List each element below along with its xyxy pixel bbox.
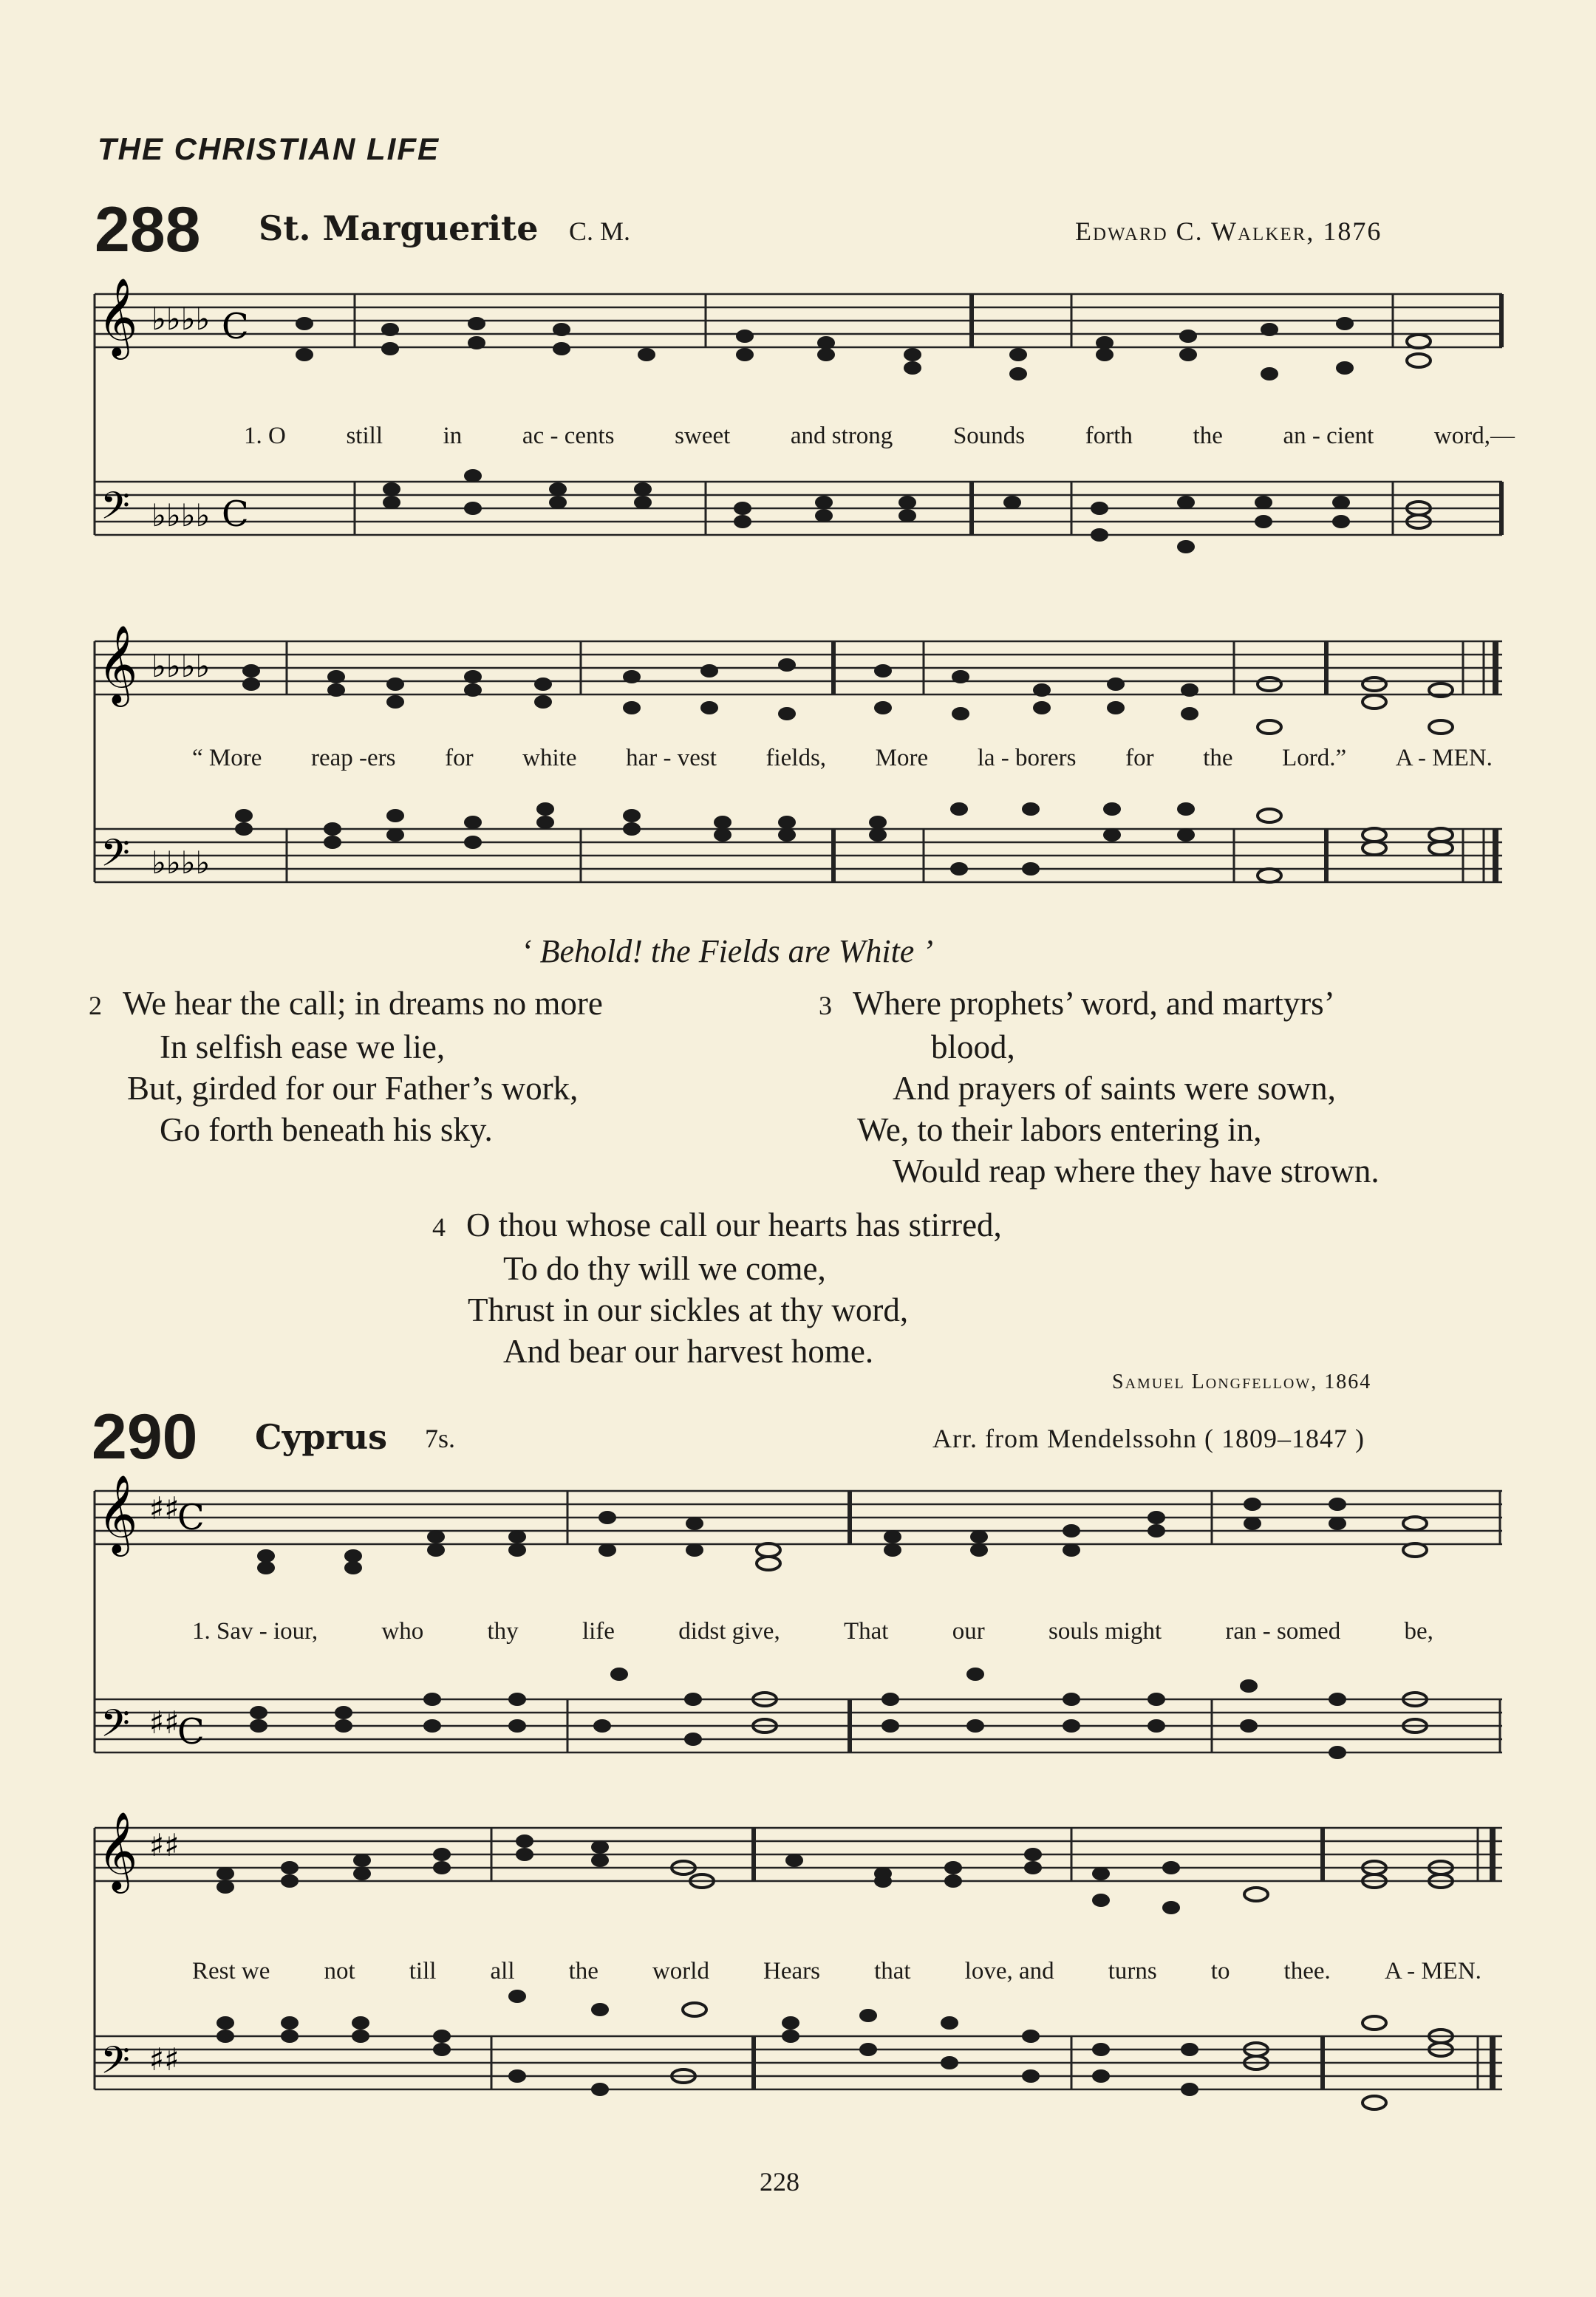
- lyric: sweet: [675, 423, 731, 449]
- svg-text:C: C: [177, 1497, 205, 1538]
- lyric: white: [522, 745, 577, 771]
- page-number: 228: [760, 2167, 799, 2197]
- hymn-caption: ‘ Behold! the Fields are White ’: [521, 933, 933, 969]
- lyric: world: [652, 1958, 709, 1984]
- svg-text:C: C: [222, 494, 249, 535]
- tune-name-288: St. Marguerite: [259, 208, 539, 248]
- svg-text:♭♭♭♭: ♭♭♭♭: [151, 648, 211, 684]
- stanza-line: And prayers of saints were sown,: [893, 1070, 1336, 1107]
- lyric: who: [381, 1618, 424, 1645]
- lyric: in: [443, 423, 463, 449]
- lyric: A - MEN.: [1384, 1958, 1481, 1984]
- lyric: That: [843, 1618, 889, 1645]
- stanza-line: blood,: [931, 1028, 1015, 1065]
- lyric: still: [346, 423, 383, 449]
- stanza-2: [89, 983, 603, 1150]
- lyric: be,: [1404, 1618, 1433, 1645]
- lyric: that: [874, 1958, 911, 1984]
- stanza-line: We hear the call; in dreams no more: [123, 985, 603, 1022]
- composer-290: Arr. from Mendelssohn ( 1809–1847 ): [932, 1424, 1365, 1453]
- lyric: for: [445, 745, 474, 771]
- stanza-line: Go forth beneath his sky.: [160, 1111, 493, 1148]
- hymn-author: Samuel Longfellow, 1864: [1112, 1371, 1372, 1393]
- lyric: till: [409, 1958, 437, 1984]
- treble-clef-icon: 𝄞: [98, 277, 138, 356]
- lyric: the: [568, 1958, 598, 1984]
- lyric: reap -ers: [310, 745, 396, 771]
- lyric: “ More: [192, 745, 262, 771]
- meter-290: 7s.: [425, 1424, 456, 1453]
- lyric: Sounds: [952, 423, 1026, 449]
- stanza-line: In selfish ease we lie,: [160, 1028, 446, 1065]
- stanza-3: [819, 983, 1380, 1192]
- lyric: More: [875, 745, 929, 771]
- svg-text:♯♯: ♯♯: [149, 1490, 180, 1526]
- lyric: all: [490, 1958, 515, 1984]
- svg-text:♭♭♭♭: ♭♭♭♭: [151, 301, 211, 337]
- lyric: thee.: [1283, 1958, 1331, 1984]
- stanza-number: 2: [89, 991, 102, 1020]
- svg-text:♯♯: ♯♯: [149, 1827, 180, 1863]
- 288-system-1: [95, 277, 1502, 553]
- lyric: love, and: [964, 1958, 1054, 1984]
- lyric: 1. Sav - iour,: [192, 1618, 318, 1645]
- lyric: Hears: [763, 1958, 821, 1984]
- lyric: turns: [1108, 1958, 1157, 1984]
- lyric: to: [1210, 1958, 1230, 1984]
- lyric: life: [582, 1618, 615, 1645]
- lyric: ac - cents: [522, 423, 615, 449]
- lyric: not: [324, 1958, 355, 1984]
- lyric: A - MEN.: [1395, 745, 1493, 771]
- stanza-line: But, girded for our Father’s work,: [127, 1070, 579, 1107]
- 290-system-1: [95, 1474, 1502, 1759]
- lyric: and strong: [790, 423, 893, 449]
- lyric: souls might: [1048, 1618, 1162, 1645]
- lyric: la - borers: [977, 745, 1077, 771]
- meter-288: C. M.: [569, 216, 631, 246]
- lyric: didst give,: [678, 1618, 780, 1645]
- svg-text:♭♭♭♭: ♭♭♭♭: [151, 844, 211, 881]
- treble-clef-icon: 𝄞: [98, 1474, 138, 1553]
- hymn-number-290: 290: [92, 1402, 198, 1472]
- stanza-line: To do thy will we come,: [503, 1250, 826, 1287]
- stanza-line: Would reap where they have strown.: [893, 1153, 1380, 1190]
- lyrics-290-line-2: [192, 1958, 1481, 1985]
- lyric: an - cient: [1283, 423, 1374, 449]
- lyric: ran - somed: [1225, 1618, 1341, 1645]
- hymn-number-288: 288: [95, 194, 201, 265]
- stanza-number: 3: [819, 991, 832, 1020]
- svg-text:♭♭♭♭: ♭♭♭♭: [151, 497, 211, 533]
- stanza-number: 4: [432, 1212, 446, 1242]
- lyrics-288-line-1: [244, 423, 1515, 450]
- lyric: our: [952, 1618, 985, 1645]
- stanza-line: Where prophets’ word, and martyrs’: [853, 985, 1335, 1022]
- svg-text:C: C: [177, 1711, 205, 1752]
- lyric: 1. O: [244, 423, 286, 449]
- lyrics-290-line-1: [192, 1618, 1433, 1645]
- tune-name-290: Cyprus: [255, 1417, 388, 1457]
- stanza-line: We, to their labors entering in,: [857, 1111, 1262, 1148]
- stanza-line: And bear our harvest home.: [503, 1333, 874, 1370]
- svg-text:C: C: [222, 306, 249, 347]
- stanza-4: [432, 1204, 1002, 1372]
- lyric: fields,: [765, 745, 827, 771]
- lyric: the: [1193, 423, 1223, 449]
- lyric: word,—: [1433, 423, 1515, 449]
- treble-clef-icon: 𝄞: [98, 1811, 138, 1890]
- lyric: Lord.”: [1282, 745, 1347, 771]
- lyric: forth: [1085, 423, 1133, 449]
- stanza-line: Thrust in our sickles at thy word,: [468, 1291, 909, 1328]
- lyric: Rest we: [192, 1958, 270, 1984]
- svg-text:♯♯: ♯♯: [149, 2041, 180, 2078]
- lyric: har - vest: [626, 745, 717, 771]
- bass-clef-icon: 𝄢: [100, 2038, 130, 2092]
- svg-text:♯♯: ♯♯: [149, 1704, 180, 1741]
- lyric: thy: [487, 1618, 519, 1645]
- bass-clef-icon: 𝄢: [100, 483, 130, 537]
- lyrics-288-line-2: [192, 745, 1493, 772]
- lyric: the: [1203, 745, 1233, 771]
- stanza-line: O thou whose call our hearts has stirred,: [466, 1206, 1002, 1243]
- lyric: for: [1125, 745, 1154, 771]
- composer-288: Edward C. Walker, 1876: [1075, 216, 1382, 246]
- bass-clef-icon: 𝄢: [100, 1701, 130, 1755]
- bass-clef-icon: 𝄢: [100, 830, 130, 884]
- section-title: THE CHRISTIAN LIFE: [98, 132, 440, 166]
- treble-clef-icon: 𝄞: [98, 624, 138, 703]
